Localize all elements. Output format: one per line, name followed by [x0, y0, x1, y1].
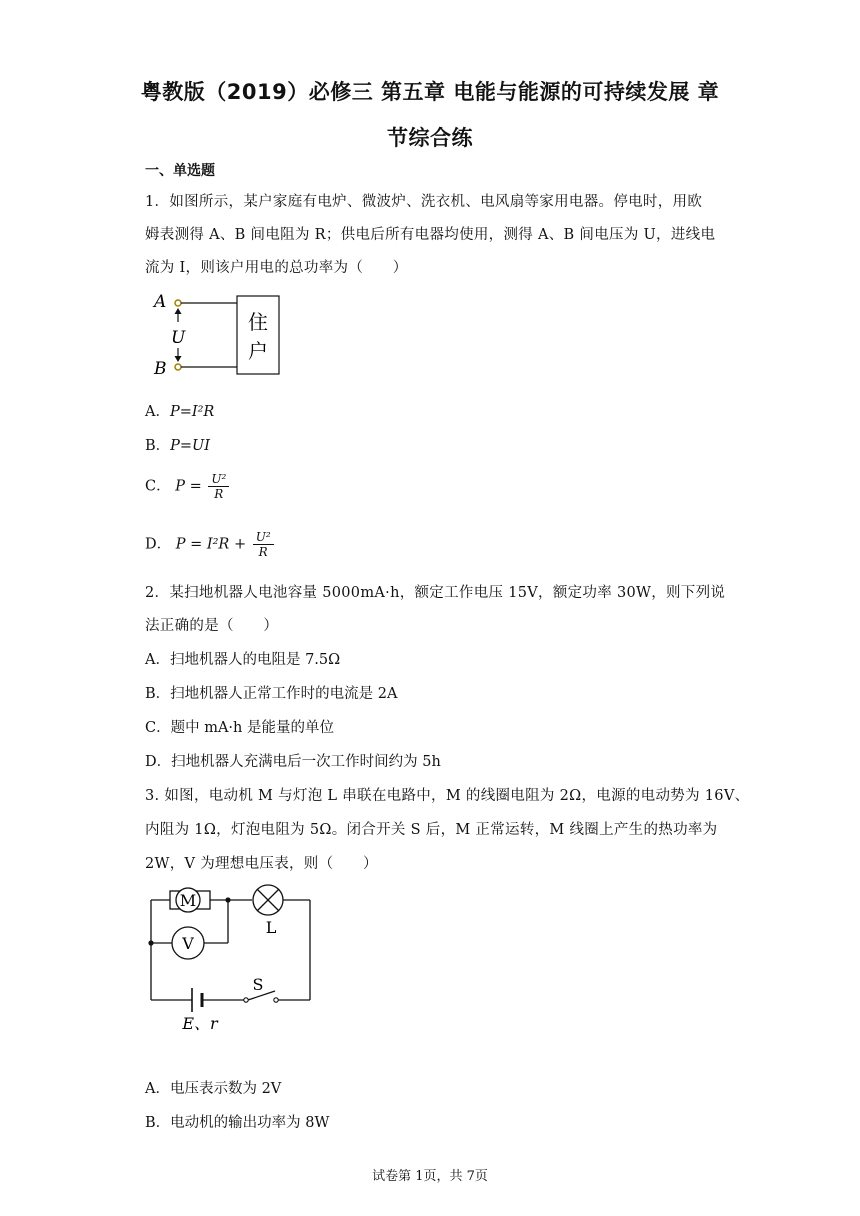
- q1-text-line2: 姆表测得 A、B 间电阻为 R；供电后所有电器均使用，测得 A、B 间电压为 U，进线电: [145, 227, 716, 243]
- box-char-bottom: 户: [248, 339, 268, 363]
- q1-option-b-formula: P=UI: [170, 438, 211, 454]
- q1-option-c-fraction: [208, 472, 229, 501]
- page-title-line1: 粤教版（2019）必修三 第五章 电能与能源的可持续发展 章: [140, 80, 720, 104]
- q1-option-d-fraction: [253, 530, 274, 559]
- q1-option-a[interactable]: [145, 400, 214, 421]
- page-footer: 试卷第 1页，共 7页: [372, 1169, 488, 1184]
- page-title-line2: 节综合练: [387, 126, 473, 150]
- q2-option-d[interactable]: D．扫地机器人充满电后一次工作时间约为 5h: [145, 754, 441, 770]
- section-heading: 一、单选题: [145, 163, 215, 179]
- label-u: U: [171, 328, 186, 348]
- q2-text-line2: 法正确的是（ ）: [145, 618, 279, 634]
- terminal-a: [175, 300, 181, 306]
- label-a: A: [154, 292, 167, 312]
- q1-option-d-numerator: U²: [253, 530, 274, 545]
- q1-option-c-denominator: R: [214, 487, 224, 501]
- q1-option-d-prefix: D．: [145, 536, 172, 553]
- switch-label: S: [252, 975, 264, 994]
- q1-option-c-prefix: C．: [145, 478, 171, 495]
- q1-text-line1: 1．如图所示，某户家庭有电炉、微波炉、洗衣机、电风扇等家用电器。停电时，用欧: [145, 194, 703, 210]
- q2-option-a[interactable]: A．扫地机器人的电阻是 7.5Ω: [145, 652, 341, 668]
- q1-text-line3: 流为 I，则该户用电的总功率为（ ）: [145, 260, 408, 276]
- q1-option-a-formula: P=I²R: [169, 404, 215, 420]
- q1-option-a-prefix: A．: [145, 404, 170, 420]
- q3-text-line2: 内阻为 1Ω，灯泡电阻为 5Ω。闭合开关 S 后，M 正常运转，M 线圈上产生的热功率为: [145, 822, 718, 838]
- q1-option-c-numerator: U²: [208, 472, 229, 487]
- q2-text-line1: 2．某扫地机器人电池容量 5000mA·h，额定工作电压 15V，额定功率 30W，则下列说: [145, 585, 726, 601]
- terminal-b: [175, 364, 181, 370]
- q1-option-b-prefix: B．: [145, 438, 171, 454]
- q3-option-a[interactable]: A．电压表示数为 2V: [145, 1081, 282, 1097]
- voltmeter-label: V: [182, 934, 194, 953]
- q2-option-b[interactable]: B．扫地机器人正常工作时的电流是 2A: [145, 686, 398, 702]
- q1-option-c-lhs: P =: [175, 478, 202, 495]
- label-b: B: [154, 359, 167, 379]
- q1-figure: [150, 288, 290, 380]
- q1-option-c[interactable]: [145, 472, 231, 501]
- q3-text-line1: 3. 如图，电动机 M 与灯泡 L 串联在电路中，M 的线圈电阻为 2Ω，电源的电动势为 16V、: [145, 788, 750, 804]
- source-label: E、r: [182, 1014, 218, 1033]
- q1-option-d-lhs: P = I²R +: [175, 536, 247, 553]
- q3-circuit-figure: [140, 878, 330, 1036]
- q3-text-line3: 2W，V 为理想电压表，则（ ）: [145, 856, 378, 872]
- q2-option-c[interactable]: C．题中 mA·h 是能量的单位: [145, 720, 334, 736]
- q1-option-b[interactable]: [145, 434, 210, 455]
- q1-option-d[interactable]: [145, 530, 276, 559]
- box-char-top: 住: [248, 310, 268, 334]
- lamp-label: L: [265, 918, 277, 937]
- q1-option-d-denominator: R: [258, 545, 268, 559]
- q3-option-b[interactable]: B．电动机的输出功率为 8W: [145, 1115, 330, 1131]
- motor-label: M: [179, 891, 197, 910]
